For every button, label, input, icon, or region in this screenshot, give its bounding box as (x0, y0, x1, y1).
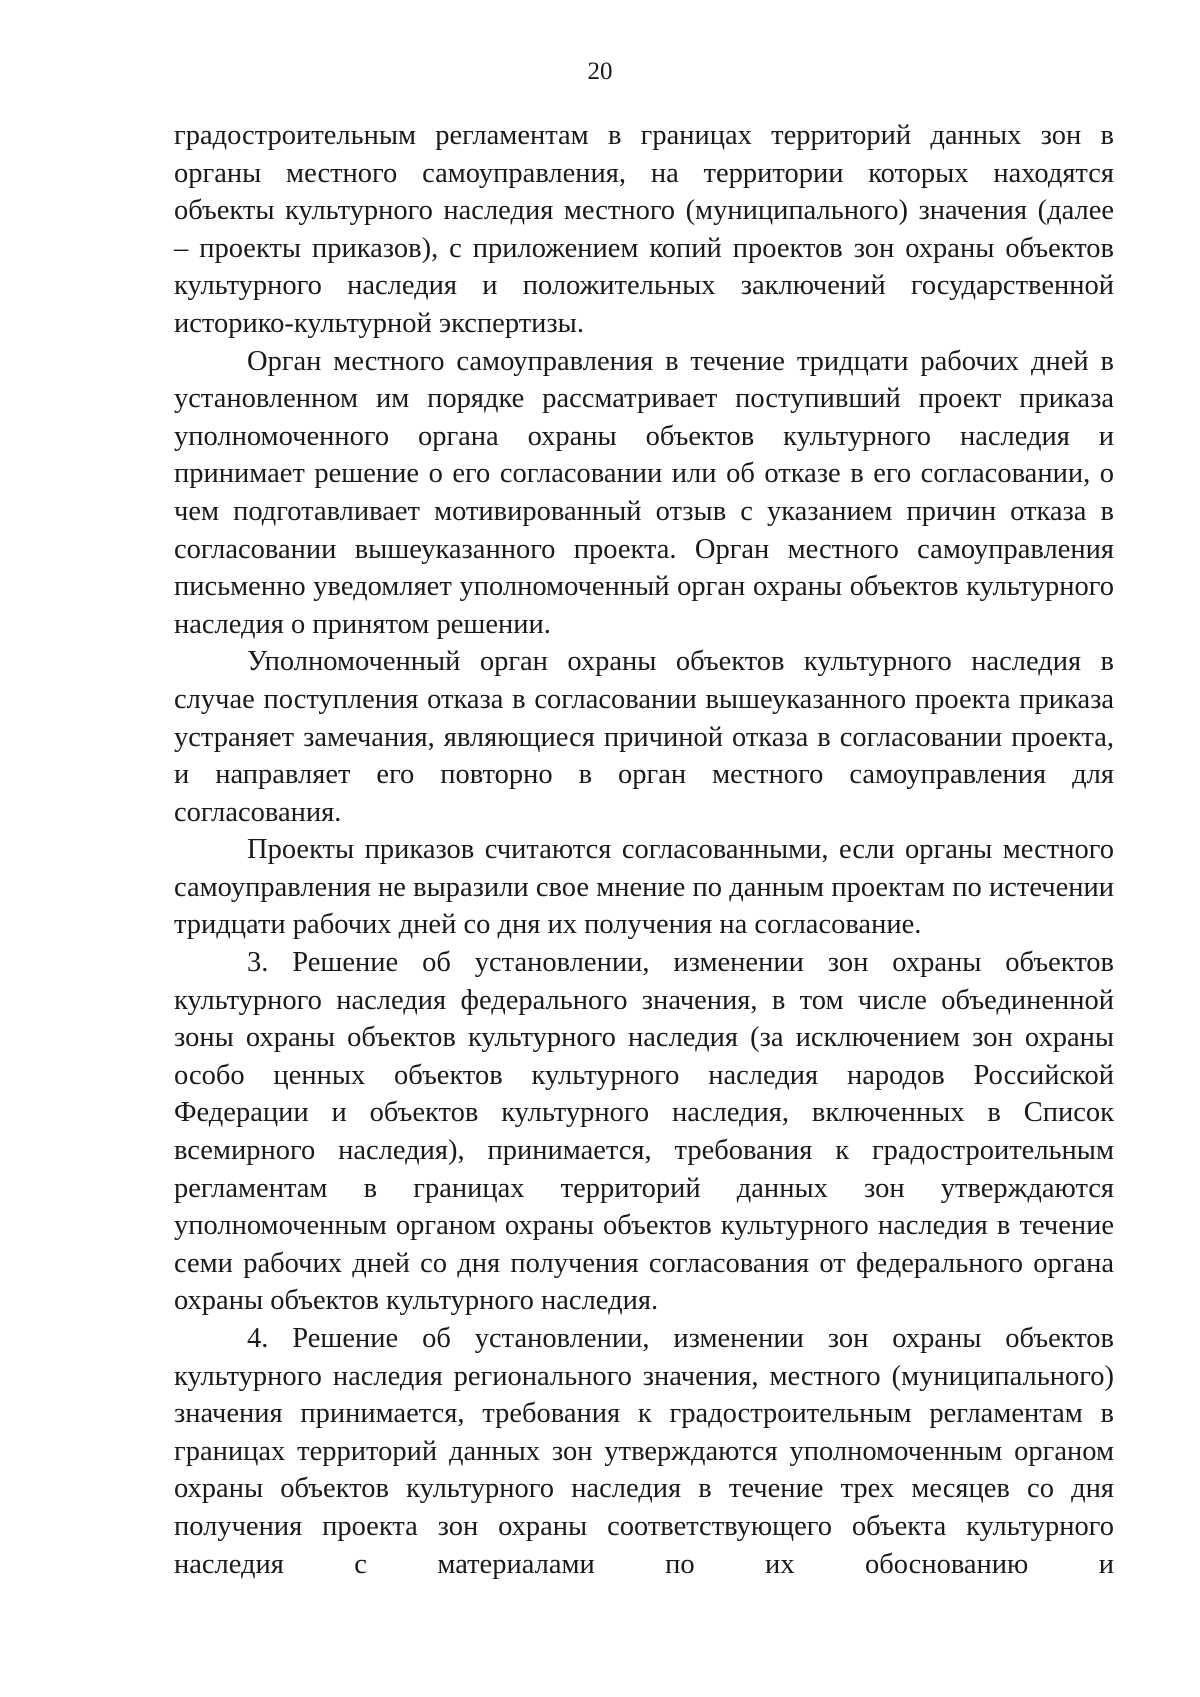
paragraph-refusal-handling: Уполномоченный орган охраны объектов культурного наследия в случае поступления отказа в согласовании вышеуказанного проекта приказа устраняет замечания, являющиеся причиной отказа в согласовании проекта, и направляет его повторно в орган местного самоуправления для согласования. (174, 646, 1114, 828)
paragraph-approval-procedure: Орган местного самоуправления в течение тридцати рабочих дней в установленном им порядке рассматривает поступивший проект приказа уполномоченного органа охраны объектов культурного наследия и принимает решение о его согласовании или об отказе в его согласовании, о чем подготавливает мотивированный отзыв с указанием причин отказа в согласовании вышеуказанного проекта. Орган местного самоуправления письменно уведомляет уполномоченный орган охраны объектов культурного наследия о принятом решении. (174, 345, 1114, 640)
document-body (174, 117, 1114, 1583)
page-number: 20 (587, 58, 613, 85)
paragraph-continuation: градостроительным регламентам в границах территорий данных зон в органы местного самоуправления, на территории которых находятся объекты культурного наследия местного (муниципального) значения (далее – проекты приказов), с приложением копий проектов зон охраны объектов культурного наследия и положительных заключений государственной историко-культурной экспертизы. (174, 120, 1114, 339)
paragraph-item-3: 3. Решение об установлении, изменении зон охраны объектов культурного наследия федерального значения, в том числе объединенной зоны охраны объектов культурного наследия (за исключением зон охраны особо ценных объектов культурного наследия народов Российской Федерации и объектов культурного наследия, включенных в Список всемирного наследия), принимается, требования к градостроительным регламентам в границах территорий данных зон утверждаются уполномоченным органом охраны объектов культурного наследия в течение семи рабочих дней со дня получения согласования от федерального органа охраны объектов культурного наследия. (174, 947, 1114, 1317)
paragraph-item-4: 4. Решение об установлении, изменении зон охраны объектов культурного наследия регионального значения, местного (муниципального) значения принимается, требования к градостроительным регламентам в границах территорий данных зон утверждаются уполномоченным органом охраны объектов культурного наследия в течение трех месяцев со дня получения проекта зон охраны соответствующего объекта культурного наследия с материалами по их обоснованию и (174, 1323, 1114, 1580)
paragraph-deemed-approval: Проекты приказов считаются согласованными, если органы местного самоуправления не выразили свое мнение по данным проектам по истечении тридцати рабочих дней со дня их получения на согласование. (174, 834, 1114, 941)
